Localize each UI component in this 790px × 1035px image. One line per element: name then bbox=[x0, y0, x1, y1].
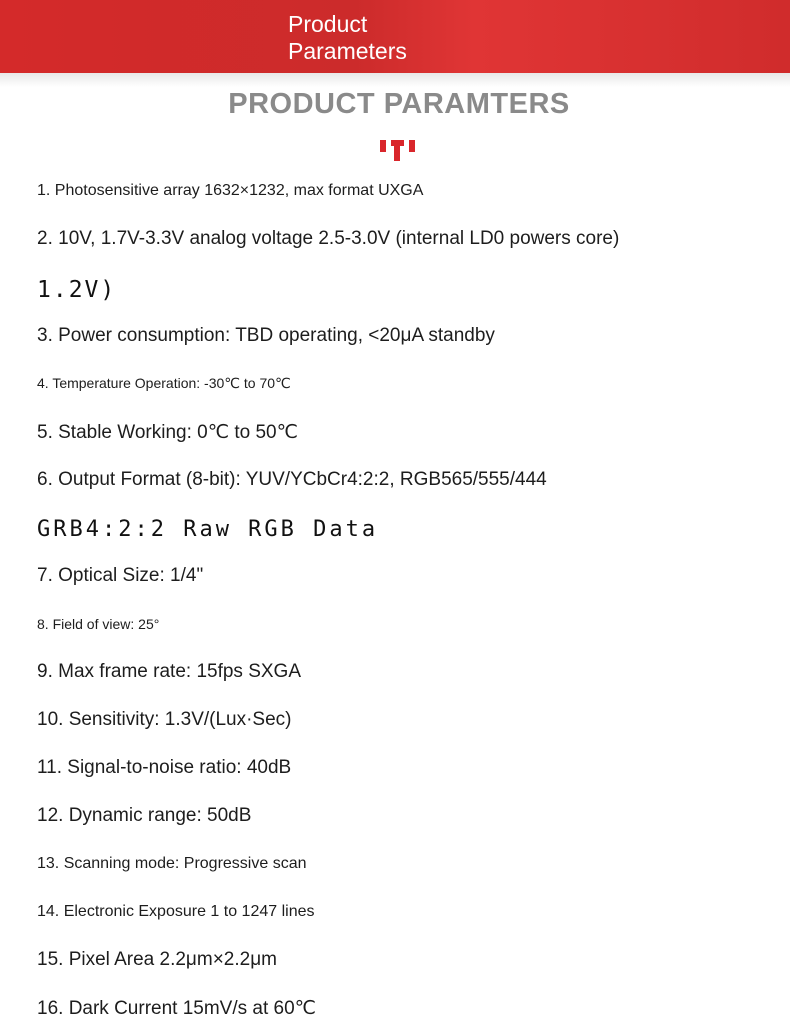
banner-shadow bbox=[0, 73, 790, 87]
param-item-2: 2. 10V, 1.7V-3.3V analog voltage 2.5-3.0V (internal LD0 powers core) bbox=[37, 228, 620, 249]
param-item-4: 4. Temperature Operation: -30℃ to 70℃ bbox=[37, 375, 291, 391]
param-item-2-continued: 1.2V) bbox=[37, 277, 117, 303]
param-item-13: 13. Scanning mode: Progressive scan bbox=[37, 855, 307, 872]
param-item-15: 15. Pixel Area 2.2μm×2.2μm bbox=[37, 949, 277, 970]
param-item-10: 10. Sensitivity: 1.3V/(Lux·Sec) bbox=[37, 709, 292, 730]
header-banner bbox=[0, 0, 790, 73]
param-item-9: 9. Max frame rate: 15fps SXGA bbox=[37, 661, 301, 682]
param-item-7: 7. Optical Size: 1/4" bbox=[37, 565, 204, 586]
param-item-16: 16. Dark Current 15mV/s at 60℃ bbox=[37, 998, 317, 1019]
banner-title-line1: Product bbox=[288, 11, 368, 37]
param-item-5: 5. Stable Working: 0℃ to 50℃ bbox=[37, 422, 298, 443]
param-item-12: 12. Dynamic range: 50dB bbox=[37, 805, 252, 826]
param-item-3: 3. Power consumption: TBD operating, <20μA standby bbox=[37, 325, 495, 346]
heading-accent-mark bbox=[380, 137, 418, 161]
banner-title bbox=[288, 11, 488, 65]
param-item-11: 11. Signal-to-noise ratio: 40dB bbox=[37, 757, 292, 778]
param-item-6-continued: GRB4:2:2 Raw RGB Data bbox=[37, 517, 379, 542]
section-heading: PRODUCT PARAMTERS bbox=[228, 88, 570, 120]
param-item-14: 14. Electronic Exposure 1 to 1247 lines bbox=[37, 903, 315, 920]
banner-title-line2: Parameters bbox=[288, 38, 407, 64]
param-item-8: 8. Field of view: 25° bbox=[37, 616, 160, 632]
param-item-6: 6. Output Format (8-bit): YUV/YCbCr4:2:2, RGB565/555/444 bbox=[37, 469, 547, 490]
param-item-1: 1. Photosensitive array 1632×1232, max format UXGA bbox=[37, 182, 424, 199]
